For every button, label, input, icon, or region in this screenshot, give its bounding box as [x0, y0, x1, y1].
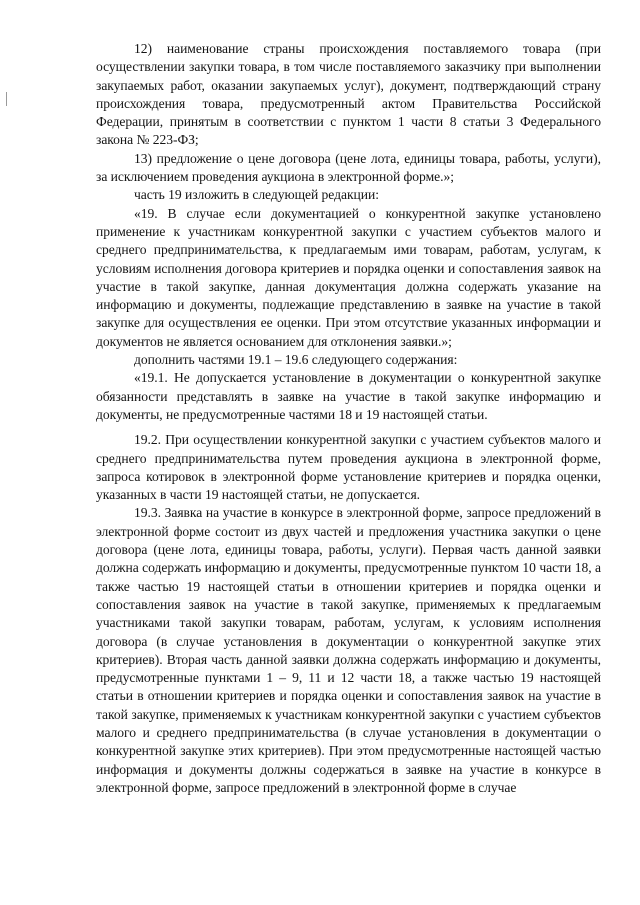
paragraph-part-19: «19. В случае если документацией о конкурентной закупке установлено применение к участникам конкурентной закупки с участием субъектов малого и среднего предпринимательства, к предлагаемым ими товарам, работам, услугам, к условиям исполнения договора критериев и порядка оценки и сопоставления заявок на участие в такой закупке, данная документация должна содержать указание на информацию и документы, подлежащие представлению в заявке на участие в такой закупке для осуществления ее оценки. При этом отсутствие указанных информации и документов не является основанием для отклонения заявки.»; — [96, 205, 601, 349]
margin-mark — [6, 92, 7, 106]
paragraph-part-19-2: 19.2. При осуществлении конкурентной закупки с участием субъектов малого и среднего предпринимательства путем проведения аукциона в электронной форме, запроса котировок в электронной форме установление критериев и порядка оценки, указанных в части 19 настоящей статьи, не допускается. — [96, 432, 601, 503]
paragraph-amendment-intro: часть 19 изложить в следующей редакции: — [134, 187, 379, 203]
paragraph-part-19-3: 19.3. Заявка на участие в конкурсе в электронной форме, запросе предложений в электронной форме состоит из двух частей и предложения участника закупки о цене договора (цене лота, единицы товара, работы, услуги). Первая часть данной заявки должна содержать информацию и документы, предусмотренные пунктом 10 части 18, а также частью 19 настоящей статьи в отношении критериев и порядка оценки и сопоставления заявок на участие в такой закупке, применяемых к предлагаемым участниками такой закупки товарам, работам, услугам, к условиям исполнения договора (в случае установления в документации о конкурентной закупке этих критериев). Вторая часть данной заявки должна содержать информацию и документы, предусмотренные пунктами 1 – 9, 11 и 12 части 18, а также частью 19 настоящей статьи в отношении критериев и порядка оценки и сопоставления заявок на участие в такой закупке, применяемых к участникам конкурентной закупки с участием субъектов малого и среднего предпринимательства (в случае установления в документации о конкурентной закупке этих критериев). При этом предусмотренные настоящей частью информация и документы должны содержаться в заявке на участие в конкурсе в электронной форме, запросе предложений в электронной форме в случае — [96, 505, 601, 795]
paragraph-item-12: 12) наименование страны происхождения поставляемого товара (при осуществлении закупки товара, в том числе поставляемого заказчику при выполнении закупаемых работ, оказании закупаемых услуг), документ, подтверждающий страну происхождения товара, предусмотренный актом Правительства Российской Федерации, принятым в соответствии с пунктом 1 части 8 статьи 3 Федерального закона № 223-ФЗ; — [96, 41, 601, 148]
paragraph-supplement-intro: дополнить частями 19.1 – 19.6 следующего содержания: — [134, 352, 458, 368]
paragraph-item-13: 13) предложение о цене договора (цене лота, единицы товара, работы, услуги), за исключением проведения аукциона в электронной форме.»; — [96, 150, 601, 185]
document-page — [96, 40, 601, 797]
paragraph-part-19-1: «19.1. Не допускается установление в документации о конкурентной закупке обязанности представлять в заявке на участие в такой закупке информацию и документы, не предусмотренные частями 18 и 19 настоящей статьи. — [96, 370, 601, 422]
